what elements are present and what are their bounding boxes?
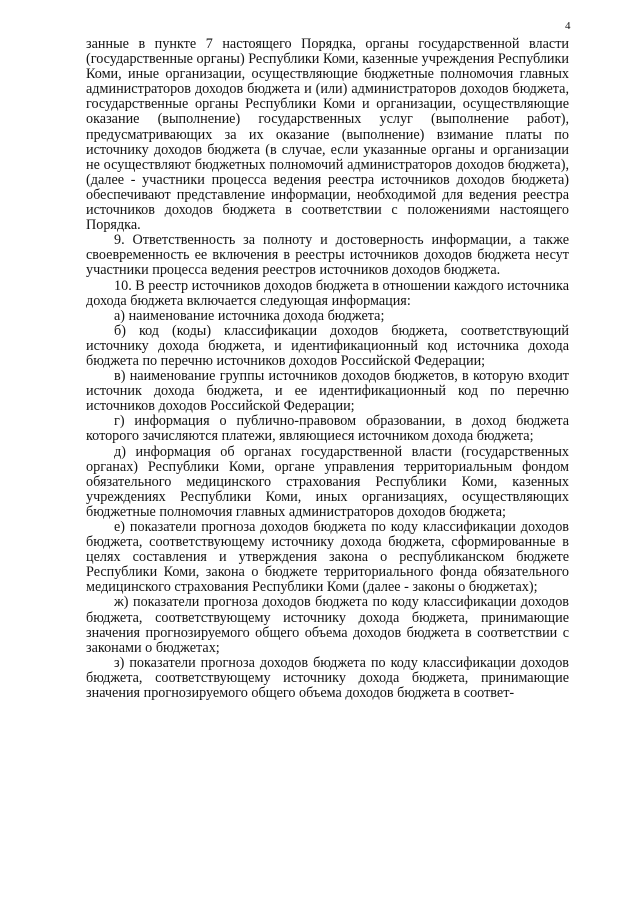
subitem-b: б) код (коды) классификации доходов бюджета, соответствующий источнику дохода бюджета, и идентификационный код источника дохода бюджета по перечню источников доходов Российской Федерации; [86,322,569,369]
subitem-a: а) наименование источника дохода бюджета; [114,307,385,324]
paragraph-continuation: занные в пункте 7 настоящего Порядка, органы государственной власти (государственные органы) Республики Коми, казенные учреждения Республики Коми, иные организации, осуществляющие бюджетные полномочия главных администраторов доходов бюджета и (или) администраторов доходов бюджета, государственные органы Республики Коми и организации, осуществляющие оказание (выполнение) государственных услуг (выполнение работ), предусматривающих за их оказание (выполнение) взимание платы по источнику доходов бюджета (в случае, если указанные органы и организации не осуществляют бюджетных полномочий администраторов доходов бюджета), (далее - участники процесса ведения реестра источников доходов бюджета) обеспечивают представление информации, необходимой для ведения реестра источников доходов бюджета в соответствии с положениями настоящего Порядка. [86,36,569,234]
paragraph-item-10: 10. В реестр источников доходов бюджета в отношении каждого источника дохода бюджета включается следующая информация: [86,277,570,309]
paragraph-item-9: 9. Ответственность за полноту и достоверность информации, а также своевременность ее включения в реестры источников доходов бюджета несут участники процесса ведения реестров источников доходов бюджета. [86,232,569,279]
page-number: 4 [565,20,571,32]
subitem-v: в) наименование группы источников доходов бюджетов, в которую входит источник дохода бюджета, и ее идентификационный код по перечню источников доходов Российской Федерации; [86,368,569,415]
subitem-e: е) показатели прогноза доходов бюджета по коду классификации доходов бюджета, соответствующему источнику дохода бюджета, сформированные в целях составления и утверждения закона о республиканском бюджете Республики Коми, закона о бюджете территориального фонда обязательного медицинского страхования Республики Коми (далее - законы о бюджетах); [86,519,569,596]
subitem-zh: ж) показатели прогноза доходов бюджета по коду классификации доходов бюджета, соответствующему источнику дохода бюджета, принимающие значения прогнозируемого общего объема доходов бюджета в соответствии с законами о бюджетах; [86,594,569,656]
document-body [86,37,569,701]
subitem-z: з) показатели прогноза доходов бюджета по коду классификации доходов бюджета, соответствующему источнику дохода бюджета, принимающие значения прогнозируемого общего объема доходов бюджета в соответ- [86,654,569,702]
subitem-g: г) информация о публично-правовом образовании, в доход бюджета которого зачисляются платежи, являющиеся источником дохода бюджета; [86,413,569,445]
subitem-d: д) информация об органах государственной власти (государственных органах) Республики Коми, органе управления территориальным фондом обязательного медицинского страхования Республики Коми, казенных учреждениях Республики Коми, иных организациях, осуществляющих бюджетные полномочия главных администраторов доходов бюджета; [86,443,569,520]
